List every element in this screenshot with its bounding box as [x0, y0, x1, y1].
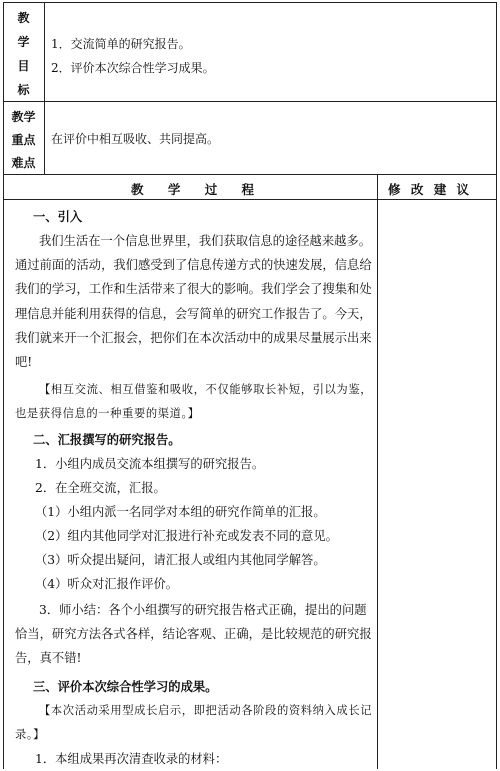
- section-3-note: 【本次活动采用型成长启示，即把活动各阶段的资料纳入成长记录。】: [15, 704, 373, 742]
- section-2-subitem-3: （3）听众提出疑问，请汇报人或组内其他同学解答。: [35, 553, 326, 567]
- section-1-title: 一、引入: [33, 209, 83, 224]
- side-label-divider: [44, 2, 45, 174]
- side-word: 重点: [11, 133, 36, 147]
- section-3-item-1: 1．本组成果再次清查收录的材料：: [35, 752, 228, 766]
- table-border-right: [496, 2, 497, 769]
- side-char: 教: [17, 11, 30, 25]
- objectives-side-label: [3, 6, 44, 102]
- table-border-top: [3, 2, 497, 3]
- keypoints-side-label: [3, 106, 44, 175]
- row-divider-keypoints: [3, 174, 497, 175]
- section-3-title: 三、评价本次综合性学习的成果。: [33, 679, 218, 694]
- side-word: 难点: [11, 156, 36, 170]
- side-char: 学: [17, 35, 30, 49]
- objective-item-2: 2．评价本次综合性学习成果。: [51, 61, 215, 75]
- section-2-subitem-4: （4）听众对汇报作评价。: [35, 577, 179, 591]
- lesson-plan-table: [3, 2, 498, 769]
- section-2-subitem-1: （1）小组内派一名同学对本组的研究作简单的汇报。: [35, 505, 326, 519]
- suggest-header: 修 改 建 议: [388, 182, 473, 197]
- row-divider-header: [3, 199, 497, 200]
- process-header: 教 学 过 程: [131, 182, 265, 197]
- keypoints-text: 在评价中相互吸收、共同提高。: [51, 132, 220, 146]
- section-2-item-2: 2．在全班交流，汇报。: [35, 481, 166, 495]
- side-word: 教学: [11, 110, 36, 124]
- section-1-note: 【相互交流、相互借鉴和吸收，不仅能够取长补短，引以为鉴，也是获得信息的一种重要的渠道。】: [15, 383, 373, 421]
- section-2-subitem-2: （2）组内其他同学对汇报进行补充或发表不同的意见。: [35, 529, 338, 543]
- side-char: 目: [17, 59, 30, 73]
- section-2-title: 二、汇报撰写的研究报告。: [33, 432, 181, 447]
- side-char: 标: [17, 83, 30, 97]
- objective-item-1: 1．交流简单的研究报告。: [51, 37, 191, 51]
- section-2-item-1: 1．小组内成员交流本组撰写的研究报告。: [35, 457, 265, 471]
- section-1-paragraph: 我们生活在一个信息世界里，我们获取信息的途径越来越多。通过前面的活动，我们感受到了信息传递方式的快速发展，信息给我们的学习，工作和生活带来了很大的影响。我们学会了搜集和处理信息并能利用获得的信息，会写简单的研究工作报告了。今天，我们就来开一个汇报会，把你们在本次活动中的成果尽量展示出来吧!: [15, 234, 372, 370]
- row-divider-objectives: [3, 101, 497, 102]
- section-2-item-3: 3．师小结：各个小组撰写的研究报告格式正确，提出的问题恰当，研究方法各式各样，结论客观、正确，是比较规范的研究报告，真不错!: [15, 603, 372, 666]
